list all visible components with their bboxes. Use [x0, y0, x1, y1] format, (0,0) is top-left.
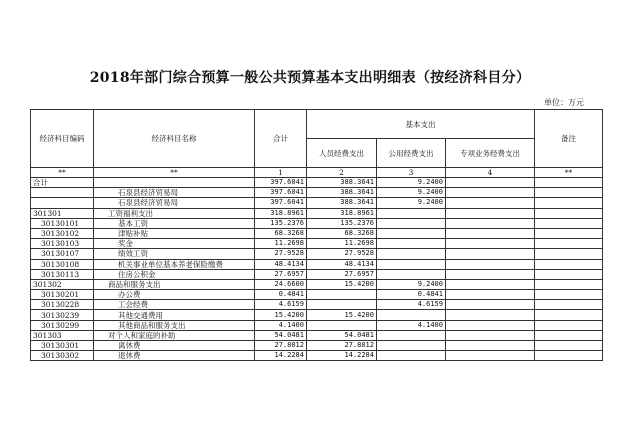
row-code-cell: 30130302 — [31, 351, 94, 361]
index-cell: 1 — [255, 168, 307, 178]
row-code-cell: 30130101 — [31, 218, 94, 228]
row-remark-cell — [535, 208, 603, 218]
row-public-cell — [377, 228, 446, 238]
row-total-cell: 4.1400 — [255, 320, 307, 330]
row-code-cell: 30130299 — [31, 320, 94, 330]
row-code-cell: 301303 — [31, 330, 94, 340]
row-remark-cell — [535, 188, 603, 198]
header-remark: 备注 — [535, 110, 603, 168]
row-code-cell: 30130107 — [31, 249, 94, 259]
row-code-cell: 合计 — [31, 178, 94, 188]
table-row — [31, 279, 603, 289]
index-cell: ** — [31, 168, 94, 178]
header-total: 合计 — [255, 110, 307, 168]
row-name-cell: 办公费 — [94, 290, 255, 300]
row-special-cell — [446, 188, 535, 198]
row-remark-cell — [535, 279, 603, 289]
table-body — [31, 168, 603, 361]
table-row — [31, 178, 603, 188]
row-code-cell — [31, 188, 94, 198]
row-public-cell — [377, 208, 446, 218]
table-row — [31, 198, 603, 208]
row-special-cell — [446, 228, 535, 238]
row-remark-cell — [535, 300, 603, 310]
row-remark-cell — [535, 290, 603, 300]
row-total-cell: 48.4134 — [255, 259, 307, 269]
row-remark-cell — [535, 178, 603, 188]
row-personnel-cell: 27.9528 — [307, 249, 377, 259]
row-special-cell — [446, 198, 535, 208]
row-code-cell: 30130103 — [31, 239, 94, 249]
row-remark-cell — [535, 341, 603, 351]
row-personnel-cell: 68.3268 — [307, 228, 377, 238]
table-row — [31, 269, 603, 279]
row-personnel-cell — [307, 290, 377, 300]
index-cell: 4 — [446, 168, 535, 178]
index-cell: ** — [535, 168, 603, 178]
row-special-cell — [446, 178, 535, 188]
row-personnel-cell: 388.3641 — [307, 198, 377, 208]
row-special-cell — [446, 239, 535, 249]
index-cell: ** — [94, 168, 255, 178]
row-code-cell: 301302 — [31, 279, 94, 289]
row-name-cell: 退休费 — [94, 351, 255, 361]
row-public-cell: 0.4841 — [377, 290, 446, 300]
row-special-cell — [446, 351, 535, 361]
row-public-cell — [377, 249, 446, 259]
row-name-cell: 石泉县经济贸易局 — [94, 198, 255, 208]
row-special-cell — [446, 259, 535, 269]
index-cell: 3 — [377, 168, 446, 178]
header-public: 公用经费支出 — [377, 139, 446, 168]
row-remark-cell — [535, 310, 603, 320]
row-name-cell: 住房公积金 — [94, 269, 255, 279]
row-code-cell: 30130102 — [31, 228, 94, 238]
row-name-cell: 离休费 — [94, 341, 255, 351]
row-personnel-cell: 388.3641 — [307, 188, 377, 198]
row-name-cell: 商品和服务支出 — [94, 279, 255, 289]
row-code-cell: 30130108 — [31, 259, 94, 269]
row-remark-cell — [535, 330, 603, 340]
row-total-cell: 0.4841 — [255, 290, 307, 300]
row-total-cell: 15.4200 — [255, 310, 307, 320]
index-row — [31, 168, 603, 178]
row-total-cell: 135.2376 — [255, 218, 307, 228]
row-remark-cell — [535, 320, 603, 330]
row-special-cell — [446, 249, 535, 259]
table-title: 2018年部门综合预算一般公共预算基本支出明细表（按经济科目分） — [89, 70, 531, 86]
table-row — [31, 188, 603, 198]
row-public-cell: 4.6159 — [377, 300, 446, 310]
row-special-cell — [446, 269, 535, 279]
row-total-cell: 27.9528 — [255, 249, 307, 259]
row-name-cell: 工资福利支出 — [94, 208, 255, 218]
row-public-cell — [377, 351, 446, 361]
budget-table — [30, 109, 603, 361]
row-code-cell: 30130201 — [31, 290, 94, 300]
row-code-cell: 30130239 — [31, 310, 94, 320]
row-personnel-cell: 14.2284 — [307, 351, 377, 361]
row-personnel-cell: 54.0481 — [307, 330, 377, 340]
row-public-cell: 9.2400 — [377, 279, 446, 289]
row-special-cell — [446, 279, 535, 289]
row-personnel-cell: 15.4200 — [307, 310, 377, 320]
row-remark-cell — [535, 269, 603, 279]
row-remark-cell — [535, 198, 603, 208]
header-personnel: 人员经费支出 — [307, 139, 377, 168]
row-remark-cell — [535, 239, 603, 249]
row-public-cell — [377, 218, 446, 228]
row-personnel-cell: 27.6957 — [307, 269, 377, 279]
row-name-cell: 其他商品和服务支出 — [94, 320, 255, 330]
row-total-cell: 397.6041 — [255, 198, 307, 208]
row-name-cell: 工会经费 — [94, 300, 255, 310]
row-code-cell: 301301 — [31, 208, 94, 218]
table-row — [31, 208, 603, 218]
row-remark-cell — [535, 228, 603, 238]
row-public-cell: 9.2400 — [377, 178, 446, 188]
table-row — [31, 330, 603, 340]
row-public-cell — [377, 239, 446, 249]
table-row — [31, 239, 603, 249]
row-name-cell — [94, 178, 255, 188]
row-public-cell: 9.2400 — [377, 198, 446, 208]
row-public-cell — [377, 341, 446, 351]
row-total-cell: 397.6041 — [255, 178, 307, 188]
row-special-cell — [446, 330, 535, 340]
row-special-cell — [446, 290, 535, 300]
row-public-cell — [377, 310, 446, 320]
row-code-cell: 30130301 — [31, 341, 94, 351]
row-public-cell: 9.2400 — [377, 188, 446, 198]
row-name-cell: 对个人和家庭的补助 — [94, 330, 255, 340]
table-row — [31, 310, 603, 320]
table-row — [31, 300, 603, 310]
row-public-cell — [377, 269, 446, 279]
row-total-cell: 68.3268 — [255, 228, 307, 238]
row-special-cell — [446, 341, 535, 351]
row-public-cell — [377, 330, 446, 340]
row-code-cell: 30130228 — [31, 300, 94, 310]
row-personnel-cell: 135.2376 — [307, 218, 377, 228]
row-name-cell: 其他交通费用 — [94, 310, 255, 320]
row-name-cell: 津贴补贴 — [94, 228, 255, 238]
header-name: 经济科目名称 — [94, 110, 255, 168]
row-remark-cell — [535, 351, 603, 361]
row-special-cell — [446, 310, 535, 320]
row-personnel-cell: 48.4134 — [307, 259, 377, 269]
table-row — [31, 351, 603, 361]
row-total-cell: 4.6159 — [255, 300, 307, 310]
row-name-cell: 机关事业单位基本养老保险缴费 — [94, 259, 255, 269]
row-total-cell: 27.8012 — [255, 341, 307, 351]
row-special-cell — [446, 320, 535, 330]
header-row-1 — [31, 110, 603, 139]
row-total-cell: 11.2698 — [255, 239, 307, 249]
unit-label: 单位：万元 — [544, 98, 584, 107]
row-total-cell: 318.8961 — [255, 208, 307, 218]
row-personnel-cell: 11.2698 — [307, 239, 377, 249]
table-row — [31, 320, 603, 330]
table-row — [31, 228, 603, 238]
table-row — [31, 290, 603, 300]
row-total-cell: 14.2284 — [255, 351, 307, 361]
row-special-cell — [446, 208, 535, 218]
row-public-cell — [377, 259, 446, 269]
row-total-cell: 397.6041 — [255, 188, 307, 198]
row-name-cell: 奖金 — [94, 239, 255, 249]
table-row — [31, 218, 603, 228]
header-basic: 基本支出 — [307, 110, 535, 139]
row-total-cell: 27.6957 — [255, 269, 307, 279]
row-special-cell — [446, 218, 535, 228]
table-row — [31, 341, 603, 351]
row-name-cell: 石泉县经济贸易局 — [94, 188, 255, 198]
index-cell: 2 — [307, 168, 377, 178]
row-name-cell: 绩效工资 — [94, 249, 255, 259]
row-personnel-cell: 388.3641 — [307, 178, 377, 188]
header-code: 经济科目编码 — [31, 110, 94, 168]
row-personnel-cell: 27.8012 — [307, 341, 377, 351]
row-code-cell — [31, 198, 94, 208]
row-total-cell: 24.6600 — [255, 279, 307, 289]
row-code-cell: 30130113 — [31, 269, 94, 279]
row-personnel-cell — [307, 300, 377, 310]
table-row — [31, 249, 603, 259]
row-public-cell: 4.1400 — [377, 320, 446, 330]
row-remark-cell — [535, 218, 603, 228]
header-special: 专项业务经费支出 — [446, 139, 535, 168]
row-special-cell — [446, 300, 535, 310]
row-personnel-cell: 318.8961 — [307, 208, 377, 218]
row-personnel-cell — [307, 320, 377, 330]
row-personnel-cell: 15.4200 — [307, 279, 377, 289]
row-name-cell: 基本工资 — [94, 218, 255, 228]
row-remark-cell — [535, 249, 603, 259]
row-total-cell: 54.0481 — [255, 330, 307, 340]
row-remark-cell — [535, 259, 603, 269]
table-row — [31, 259, 603, 269]
